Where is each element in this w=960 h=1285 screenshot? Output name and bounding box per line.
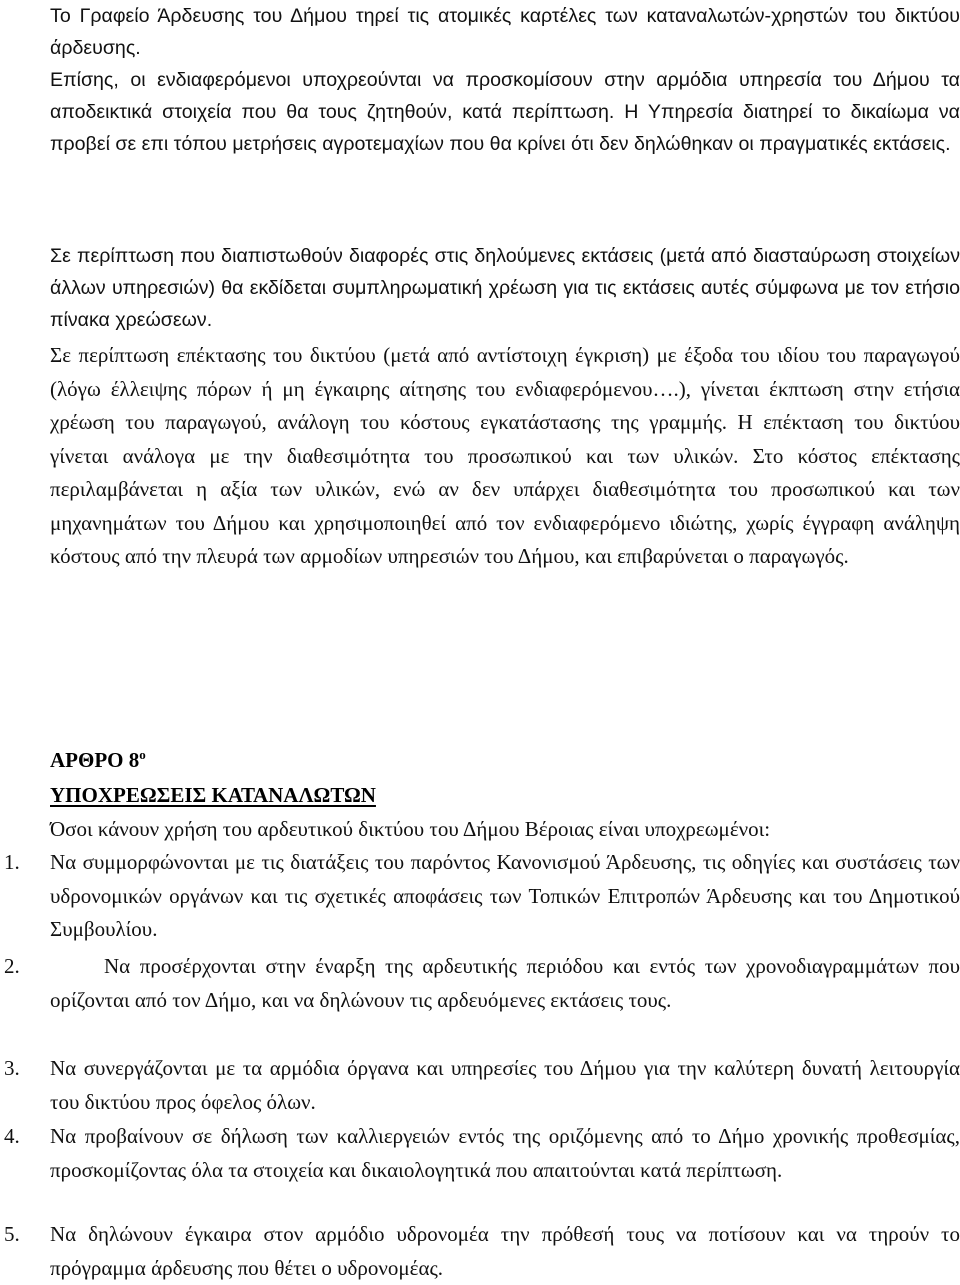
list-item-text: Να συμμορφώνονται με τις διατάξεις του παρόντος Κανονισμού Άρδευσης, τις οδηγίες και συστάσεις των υδρονομικών οργάνων και τις σχετικές αποφάσεις των Τοπικών Επιτροπών Άρδευσης και του Δημοτικού Συμβουλίου. — [50, 850, 960, 941]
article-subtitle: ΥΠΟΧΡΕΩΣΕΙΣ ΚΑΤΑΝΑΛΩΤΩΝ — [50, 783, 376, 807]
article-title-ordinal: ο — [139, 747, 146, 762]
list-item-number: 5. — [4, 1222, 20, 1246]
paragraph-evidence: Επίσης, οι ενδιαφερόμενοι υποχρεούνται να προσκομίσουν στην αρμόδια υπηρεσία του Δήμου τα αποδεικτικά στοιχεία που θα τους ζητηθούν, κατά περίπτωση. Η Υπηρεσία διατηρεί το δικαίωμα να προβεί σε επι τόπου μετρήσεις αγροτεμαχίων που θα κρίνει ότι δεν δηλώθηκαν οι πραγματικές εκτάσεις. — [50, 69, 960, 155]
article-title-text: ΑΡΘΡΟ 8 — [50, 748, 140, 772]
list-item-number: 2. — [4, 954, 20, 978]
list-item-number: 1. — [4, 850, 20, 874]
list-item-number: 4. — [4, 1124, 20, 1148]
list-item-text: Να συνεργάζονται με τα αρμόδια όργανα και υπηρεσίες του Δήμου για την καλύτερη δυνατή λειτουργία του δικτύου προς όφελος όλων. — [50, 1056, 960, 1114]
paragraph-records: Το Γραφείο Άρδευσης του Δήμου τηρεί τις ατομικές καρτέλες των καταναλωτών-χρηστών του δικτύου άρδευσης. — [50, 5, 960, 59]
article-title — [50, 745, 146, 775]
paragraph-network-extension: Σε περίπτωση επέκτασης του δικτύου (μετά από αντίστοιχη έγκριση) με έξοδα του ιδίου του παραγωγού (λόγω έλλειψης πόρων ή μη έγκαιρης αίτησης του ενδιαφερόμενου….), γίνεται έκπτωση στην ετήσια χρέωση του παραγωγού, ανάλογη του κόστους εγκατάστασης της γραμμής. Η επέκταση του δικτύου γίνεται ανάλογα με την διαθεσιμότητα του προσωπικού και των υλικών. Στο κόστος επέκτασης περιλαμβάνεται η αξία των υλικών, ενώ αν δεν υπάρχει διαθεσιμότητα του προσωπικού και των μηχανημάτων του Δήμου και χρησιμοποιηθεί από τον ενδιαφερόμενο ιδιώτης, χωρίς έγγραφη ανάληψη κόστους από την πλευρά των αρμοδίων υπηρεσιών του Δήμου, και επιβαρύνεται ο παραγωγός. — [50, 343, 960, 568]
article-intro: Όσοι κάνουν χρήση του αρδευτικού δικτύου του Δήμου Βέροιας είναι υποχρεωμένοι: — [50, 817, 771, 841]
list-item-text: Να προσέρχονται στην έναρξη της αρδευτικής περιόδου και εντός των χρονοδιαγραμμάτων που ορίζονται από τον Δήμο, και να δηλώνουν τις αρδευόμενες εκτάσεις τους. — [50, 954, 960, 1012]
paragraph-discrepancies: Σε περίπτωση που διαπιστωθούν διαφορές στις δηλούμενες εκτάσεις (μετά από διασταύρωση στοιχείων άλλων υπηρεσιών) θα εκδίδεται συμπληρωματική χρέωση για τις εκτάσεις αυτές σύμφωνα με τον ετήσιο πίνακα χρεώσεων. — [50, 245, 960, 331]
list-item-text: Να προβαίνουν σε δήλωση των καλλιεργειών εντός της οριζόμενης από το Δήμο χρονικής προθεσμίας, προσκομίζοντας όλα τα στοιχεία και δικαιολογητικά που απαιτούνται κατά περίπτωση. — [50, 1124, 960, 1182]
list-item-number: 3. — [4, 1056, 20, 1080]
list-item-text: Να δηλώνουν έγκαιρα στον αρμόδιο υδρονομέα την πρόθεσή τους να ποτίσουν και να τηρούν το πρόγραμμα άρδευσης που θέτει ο υδρονομέας. — [50, 1222, 960, 1280]
